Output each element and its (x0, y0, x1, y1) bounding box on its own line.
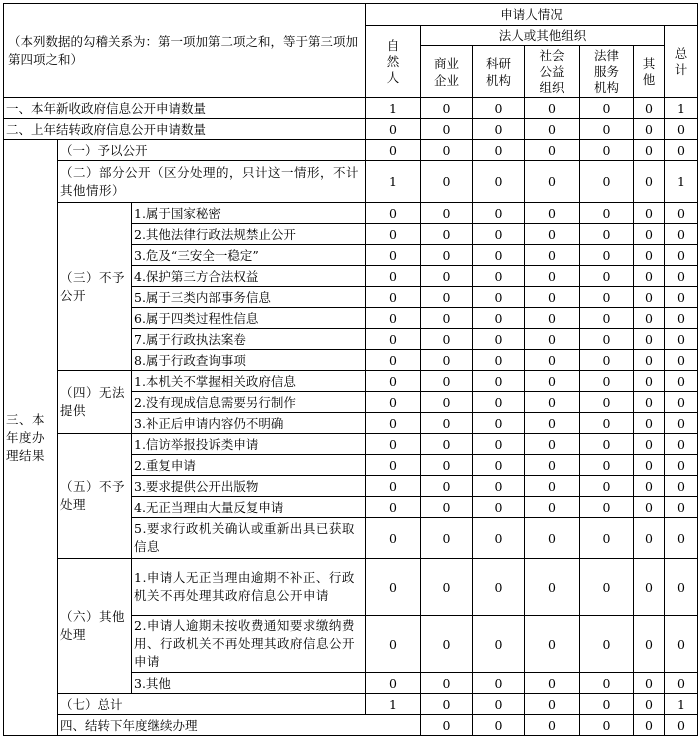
value-cell: 0 (665, 329, 698, 350)
value-cell: 0 (665, 673, 698, 694)
value-cell: 0 (421, 329, 473, 350)
value-cell: 0 (525, 287, 580, 308)
value-cell: 0 (634, 497, 665, 518)
value-cell: 0 (665, 308, 698, 329)
row-label: 4.保护第三方合法权益 (132, 266, 366, 287)
value-cell: 0 (665, 287, 698, 308)
value-cell: 0 (473, 694, 525, 715)
row-label: 3.其他 (132, 673, 366, 694)
value-cell: 0 (366, 616, 421, 673)
value-cell: 1 (665, 694, 698, 715)
row-label: 4.无正当理由大量反复申请 (132, 497, 366, 518)
value-cell: 0 (634, 413, 665, 434)
value-cell: 0 (634, 224, 665, 245)
applicant-info-header: 申请人情况 (366, 4, 698, 26)
value-cell: 0 (421, 673, 473, 694)
value-cell: 0 (580, 119, 634, 140)
value-cell: 0 (525, 694, 580, 715)
row-label: 2.重复申请 (132, 455, 366, 476)
value-cell: 0 (634, 98, 665, 119)
value-cell: 0 (473, 245, 525, 266)
value-cell: 0 (665, 224, 698, 245)
value-cell: 0 (421, 98, 473, 119)
value-cell: 0 (421, 518, 473, 559)
value-cell: 0 (580, 616, 634, 673)
value-cell: 0 (580, 224, 634, 245)
value-cell: 0 (525, 203, 580, 224)
row-label: （七）总计 (58, 694, 366, 715)
row-label: 1.信访举报投诉类申请 (132, 434, 366, 455)
value-cell: 0 (580, 203, 634, 224)
value-cell: 0 (473, 119, 525, 140)
value-cell: 0 (665, 455, 698, 476)
row-label: 3.要求提供公开出版物 (132, 476, 366, 497)
value-cell: 0 (421, 715, 473, 736)
value-cell: 0 (525, 455, 580, 476)
value-cell: 0 (525, 434, 580, 455)
value-cell: 0 (473, 350, 525, 371)
col-header-total: 总计 (665, 26, 698, 98)
value-cell: 0 (366, 434, 421, 455)
value-cell: 0 (525, 266, 580, 287)
value-cell: 0 (421, 413, 473, 434)
value-cell: 0 (525, 371, 580, 392)
value-cell: 0 (525, 329, 580, 350)
row-label: 二、上年结转政府信息公开申请数量 (4, 119, 366, 140)
value-cell: 1 (366, 161, 421, 203)
value-cell: 0 (665, 476, 698, 497)
value-cell: 0 (580, 98, 634, 119)
row-label: 6.属于四类过程性信息 (132, 308, 366, 329)
row-label: 5.属于三类内部事务信息 (132, 287, 366, 308)
value-cell: 0 (634, 245, 665, 266)
value-cell: 0 (634, 287, 665, 308)
value-cell: 0 (525, 224, 580, 245)
value-cell: 0 (366, 266, 421, 287)
group-label-not-disclosed: （三）不予公开 (58, 203, 132, 371)
value-cell: 0 (366, 413, 421, 434)
value-cell: 0 (525, 497, 580, 518)
value-cell: 0 (665, 497, 698, 518)
value-cell: 0 (634, 559, 665, 616)
value-cell: 0 (665, 266, 698, 287)
group-label-unable-provide: （四）无法提供 (58, 371, 132, 434)
value-cell: 0 (634, 266, 665, 287)
value-cell: 0 (634, 329, 665, 350)
value-cell: 0 (634, 616, 665, 673)
value-cell: 0 (634, 694, 665, 715)
col-header-natural-person: 自然人 (366, 26, 421, 98)
value-cell: 0 (580, 434, 634, 455)
value-cell: 0 (366, 392, 421, 413)
value-cell: 0 (665, 518, 698, 559)
table-row (4, 98, 698, 119)
value-cell: 0 (473, 392, 525, 413)
value-cell: 0 (580, 497, 634, 518)
row-label: （一）予以公开 (58, 140, 366, 161)
value-cell: 0 (525, 392, 580, 413)
value-cell: 0 (665, 119, 698, 140)
value-cell: 0 (473, 161, 525, 203)
value-cell: 0 (366, 140, 421, 161)
value-cell: 0 (366, 350, 421, 371)
value-cell: 0 (634, 715, 665, 736)
value-cell: 0 (525, 161, 580, 203)
legal-group-header: 法人或其他组织 (421, 26, 665, 46)
value-cell: 0 (665, 413, 698, 434)
value-cell: 0 (473, 434, 525, 455)
row-label: 8.属于行政查询事项 (132, 350, 366, 371)
value-cell: 0 (473, 476, 525, 497)
value-cell: 0 (580, 287, 634, 308)
value-cell: 0 (665, 203, 698, 224)
value-cell: 0 (366, 497, 421, 518)
value-cell: 0 (580, 350, 634, 371)
group-label-other-processing: （六）其他处理 (58, 559, 132, 694)
value-cell: 0 (634, 350, 665, 371)
table-row (4, 119, 698, 140)
value-cell: 0 (421, 434, 473, 455)
value-cell: 0 (473, 616, 525, 673)
row-label: 一、本年新收政府信息公开申请数量 (4, 98, 366, 119)
row-label: 3.危及“三安全一稳定” (132, 245, 366, 266)
table-row (4, 694, 698, 715)
value-cell: 0 (421, 350, 473, 371)
value-cell: 0 (366, 476, 421, 497)
value-cell: 0 (366, 308, 421, 329)
value-cell: 0 (421, 559, 473, 616)
value-cell: 0 (366, 455, 421, 476)
value-cell: 0 (421, 266, 473, 287)
value-cell: 0 (473, 455, 525, 476)
value-cell: 0 (473, 371, 525, 392)
value-cell: 0 (634, 161, 665, 203)
value-cell: 0 (473, 287, 525, 308)
row-label: 1.属于国家秘密 (132, 203, 366, 224)
value-cell: 0 (525, 559, 580, 616)
value-cell: 0 (580, 140, 634, 161)
value-cell: 1 (366, 694, 421, 715)
value-cell: 0 (421, 161, 473, 203)
value-cell: 0 (366, 287, 421, 308)
value-cell: 0 (525, 245, 580, 266)
value-cell: 0 (665, 434, 698, 455)
value-cell: 0 (665, 140, 698, 161)
value-cell: 0 (421, 287, 473, 308)
value-cell: 0 (525, 140, 580, 161)
value-cell: 0 (366, 559, 421, 616)
value-cell: 0 (366, 371, 421, 392)
table-row (4, 559, 698, 616)
table-row (4, 203, 698, 224)
value-cell: 0 (580, 329, 634, 350)
value-cell: 0 (580, 308, 634, 329)
value-cell: 0 (525, 715, 580, 736)
value-cell: 0 (580, 266, 634, 287)
value-cell: 0 (366, 224, 421, 245)
value-cell: 0 (366, 203, 421, 224)
row-label: 四、结转下年度继续办理 (58, 715, 421, 736)
table-row (4, 371, 698, 392)
value-cell: 0 (634, 203, 665, 224)
col-header-legal-service: 法律服务机构 (580, 46, 634, 98)
value-cell: 0 (366, 119, 421, 140)
value-cell: 0 (580, 161, 634, 203)
value-cell: 0 (634, 476, 665, 497)
value-cell: 0 (634, 392, 665, 413)
table-row (4, 140, 698, 161)
value-cell: 0 (473, 98, 525, 119)
value-cell: 0 (421, 245, 473, 266)
col-header-research: 科研机构 (473, 46, 525, 98)
value-cell: 0 (473, 329, 525, 350)
value-cell: 0 (525, 413, 580, 434)
value-cell: 0 (665, 371, 698, 392)
value-cell: 0 (473, 518, 525, 559)
row-label: （二）部分公开（区分处理的，只计这一情形，不计其他情形） (58, 161, 366, 203)
value-cell: 0 (580, 715, 634, 736)
value-cell: 0 (473, 673, 525, 694)
value-cell: 0 (525, 308, 580, 329)
value-cell: 0 (421, 119, 473, 140)
value-cell: 0 (525, 518, 580, 559)
col-header-business: 商业企业 (421, 46, 473, 98)
value-cell: 0 (580, 245, 634, 266)
value-cell: 1 (366, 98, 421, 119)
value-cell: 0 (421, 476, 473, 497)
value-cell: 0 (421, 392, 473, 413)
value-cell: 0 (421, 497, 473, 518)
value-cell: 0 (421, 140, 473, 161)
value-cell: 0 (473, 224, 525, 245)
value-cell: 0 (525, 350, 580, 371)
value-cell: 0 (525, 119, 580, 140)
value-cell: 0 (473, 497, 525, 518)
application-stats-table (3, 3, 698, 736)
value-cell: 0 (665, 245, 698, 266)
value-cell: 0 (580, 413, 634, 434)
value-cell: 0 (525, 98, 580, 119)
value-cell: 0 (634, 119, 665, 140)
value-cell: 1 (665, 161, 698, 203)
value-cell: 0 (580, 476, 634, 497)
value-cell: 0 (366, 245, 421, 266)
value-cell: 0 (525, 476, 580, 497)
value-cell: 0 (473, 559, 525, 616)
value-cell: 0 (525, 616, 580, 673)
value-cell: 0 (634, 371, 665, 392)
value-cell: 0 (634, 140, 665, 161)
group-label-not-processed: （五）不予处理 (58, 434, 132, 559)
value-cell: 0 (421, 371, 473, 392)
row-label: 1.本机关不掌握相关政府信息 (132, 371, 366, 392)
value-cell: 0 (634, 673, 665, 694)
value-cell: 0 (366, 518, 421, 559)
value-cell: 0 (580, 392, 634, 413)
value-cell: 0 (634, 455, 665, 476)
value-cell: 0 (473, 203, 525, 224)
note-cell: （本列数据的勾稽关系为：第一项加第二项之和，等于第三项加第四项之和） (4, 4, 366, 98)
section3-label: 三、本年度办理结果 (4, 140, 58, 736)
value-cell: 0 (634, 308, 665, 329)
value-cell: 0 (665, 392, 698, 413)
value-cell: 0 (421, 455, 473, 476)
value-cell: 0 (473, 308, 525, 329)
value-cell: 0 (665, 350, 698, 371)
value-cell: 0 (421, 308, 473, 329)
col-header-other: 其他 (634, 46, 665, 98)
row-label: 7.属于行政执法案卷 (132, 329, 366, 350)
value-cell: 0 (665, 616, 698, 673)
value-cell: 0 (473, 140, 525, 161)
value-cell: 0 (366, 673, 421, 694)
table-row (4, 715, 698, 736)
value-cell: 0 (421, 224, 473, 245)
value-cell: 0 (473, 715, 525, 736)
row-label: 1.申请人无正当理由逾期不补正、行政机关不再处理其政府信息公开申请 (132, 559, 366, 616)
row-label: 3.补正后申请内容仍不明确 (132, 413, 366, 434)
value-cell: 0 (421, 694, 473, 715)
value-cell: 0 (665, 559, 698, 616)
value-cell: 0 (665, 715, 698, 736)
value-cell: 0 (421, 616, 473, 673)
row-label: 2.申请人逾期未按收费通知要求缴纳费用、行政机关不再处理其政府信息公开申请 (132, 616, 366, 673)
value-cell: 0 (580, 371, 634, 392)
value-cell: 0 (580, 559, 634, 616)
value-cell: 0 (580, 673, 634, 694)
table-row (4, 161, 698, 203)
table-row (4, 434, 698, 455)
value-cell: 0 (525, 673, 580, 694)
value-cell: 1 (665, 98, 698, 119)
row-label: 2.没有现成信息需要另行制作 (132, 392, 366, 413)
value-cell: 0 (580, 455, 634, 476)
value-cell: 0 (421, 203, 473, 224)
value-cell: 0 (580, 518, 634, 559)
value-cell: 0 (473, 413, 525, 434)
row-label: 2.其他法律行政法规禁止公开 (132, 224, 366, 245)
value-cell: 0 (366, 329, 421, 350)
value-cell: 0 (634, 518, 665, 559)
value-cell: 0 (634, 434, 665, 455)
value-cell: 0 (580, 694, 634, 715)
col-header-public-welfare: 社会公益组织 (525, 46, 580, 98)
row-label: 5.要求行政机关确认或重新出具已获取信息 (132, 518, 366, 559)
value-cell: 0 (473, 266, 525, 287)
